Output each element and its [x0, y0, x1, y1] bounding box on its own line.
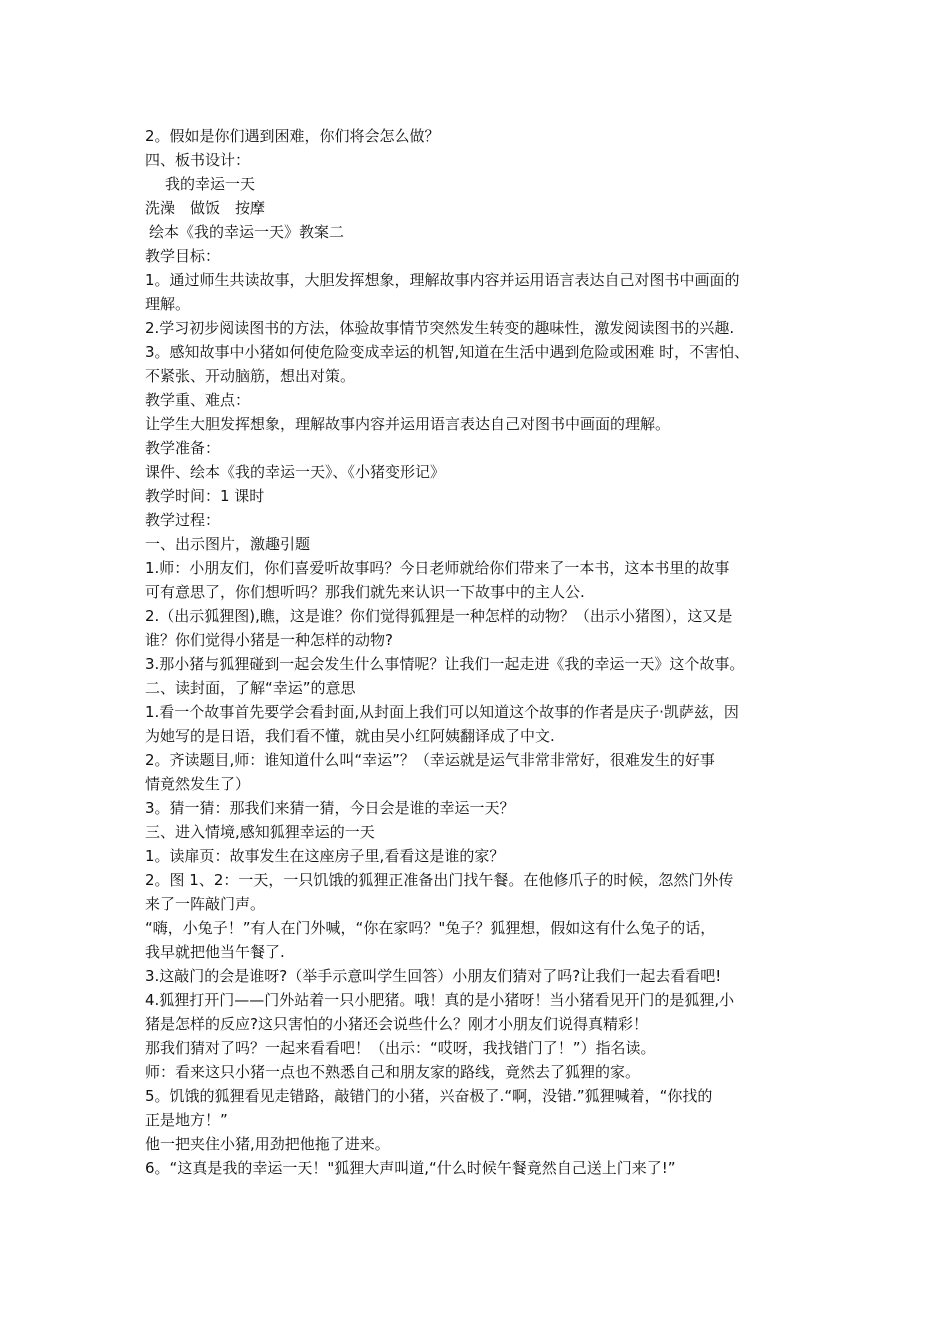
heading-key-points: 教学重、难点： [145, 391, 251, 409]
text-line-15: 课件、绘本《我的幸运一天》、《小猪变形记》 [145, 463, 446, 481]
text-line-25: 1.看一个故事首先要学会看封面,从封面上我们可以知道这个故事的作者是庆子·凯萨兹，因 [145, 703, 739, 721]
text-line-1: 2。假如是你们遇到困难，你们将会怎么做？ [145, 127, 440, 145]
section-heading-2: 二、读封面，了解“幸运”的意思 [145, 679, 356, 697]
text-line-31: 1。读扉页：故事发生在这座房子里,看看这是谁的家？ [145, 847, 505, 865]
text-line-23: 3.那小猪与狐狸碰到一起会发生什么事情呢？让我们一起走进《我的幸运一天》这个故事。 [145, 655, 745, 673]
text-line-8: 理解。 [145, 295, 191, 313]
text-line-28: 情竟然发生了） [145, 775, 251, 793]
heading-teaching-process: 教学过程： [145, 511, 221, 529]
text-line-13: 让学生大胆发挥想象，理解故事内容并运用语言表达自己对图书中画面的理解。 [145, 415, 671, 433]
text-line-9: 2.学习初步阅读图书的方法，体验故事情节突然发生转变的趣味性，激发阅读图书的兴趣. [145, 319, 735, 337]
board-title: 我的幸运一天 [165, 175, 256, 193]
text-line-19: 1.师：小朋友们，你们喜爱听故事吗？今日老师就给你们带来了一本书，这本书里的故事 [145, 559, 730, 577]
text-line-32: 2。图 1、2：一天，一只饥饿的狐狸正准备出门找午餐。在他修爪子的时候，忽然门外传 [145, 871, 734, 889]
text-line-20: 可有意思了，你们想听吗？那我们就先来认识一下故事中的主人公. [145, 583, 585, 601]
document-page [145, 124, 825, 1180]
lesson-plan-title: 绘本《我的幸运一天》教案二 [149, 223, 345, 241]
text-line-27: 2。齐读题目,师：谁知道什么叫“幸运”？（幸运就是运气非常非常好，很难发生的好事 [145, 751, 715, 769]
text-line-29: 3。猜一猜：那我们来猜一猜，今日会是谁的幸运一天？ [145, 799, 515, 817]
section-heading-1: 一、出示图片，激趣引题 [145, 535, 311, 553]
heading-teaching-goals: 教学目标： [145, 247, 221, 265]
text-line-11: 不紧张、开动脑筋，想出对策。 [145, 367, 356, 385]
text-line-43: 他一把夹住小猪,用劲把他拖了进来。 [145, 1135, 390, 1153]
text-line-16: 教学时间：1 课时 [145, 487, 265, 505]
text-line-41: 5。饥饿的狐狸看见走错路，敲错门的小猪，兴奋极了.“啊，没错.”狐狸喊着，“你找的 [145, 1087, 713, 1105]
text-line-44: 6。“这真是我的幸运一天！"狐狸大声叫道,“什么时候午餐竟然自己送上门来了!” [145, 1159, 676, 1177]
text-line-37: 4.狐狸打开门——门外站着一只小肥猪。哦！真的是小猪呀！当小猪看见开门的是狐狸,小 [145, 991, 735, 1009]
text-line-35: 我早就把他当午餐了. [145, 943, 285, 961]
heading-preparation: 教学准备： [145, 439, 221, 457]
section-heading-3: 三、进入情境,感知狐狸幸运的一天 [145, 823, 375, 841]
text-line-42: 正是地方！” [145, 1111, 228, 1129]
board-keywords: 洗澡 做饭 按摩 [145, 199, 266, 217]
text-line-34: “嗨，小兔子！”有人在门外喊，“你在家吗？"兔子？狐狸想，假如这有什么兔子的话， [145, 919, 716, 937]
text-line-36: 3.这敲门的会是谁呀?（举手示意叫学生回答）小朋友们猜对了吗?让我们一起去看看吧! [145, 967, 722, 985]
text-line-38: 猪是怎样的反应?这只害怕的小猪还会说些什么？刚才小朋友们说得真精彩！ [145, 1015, 648, 1033]
text-line-26: 为她写的是日语，我们看不懂，就由吴小红阿姨翻译成了中文. [145, 727, 555, 745]
text-line-33: 来了一阵敲门声。 [145, 895, 266, 913]
text-line-39: 那我们猜对了吗？一起来看看吧！（出示：“哎呀，我找错门了！”）指名读。 [145, 1039, 656, 1057]
section-heading-board-design: 四、板书设计： [145, 151, 251, 169]
text-line-7: 1。通过师生共读故事，大胆发挥想象，理解故事内容并运用语言表达自己对图书中画面的 [145, 271, 740, 289]
text-line-40: 师：看来这只小猪一点也不熟悉自己和朋友家的路线，竟然去了狐狸的家。 [145, 1063, 641, 1081]
text-line-22: 谁？你们觉得小猪是一种怎样的动物? [145, 631, 393, 649]
text-line-21: 2.（出示狐狸图),瞧，这是谁？你们觉得狐狸是一种怎样的动物？（出示小猪图），这又是 [145, 607, 733, 625]
text-line-10: 3。感知故事中小猪如何使危险变成幸运的机智,知道在生活中遇到危险或困难 时，不害怕、 [145, 343, 750, 361]
